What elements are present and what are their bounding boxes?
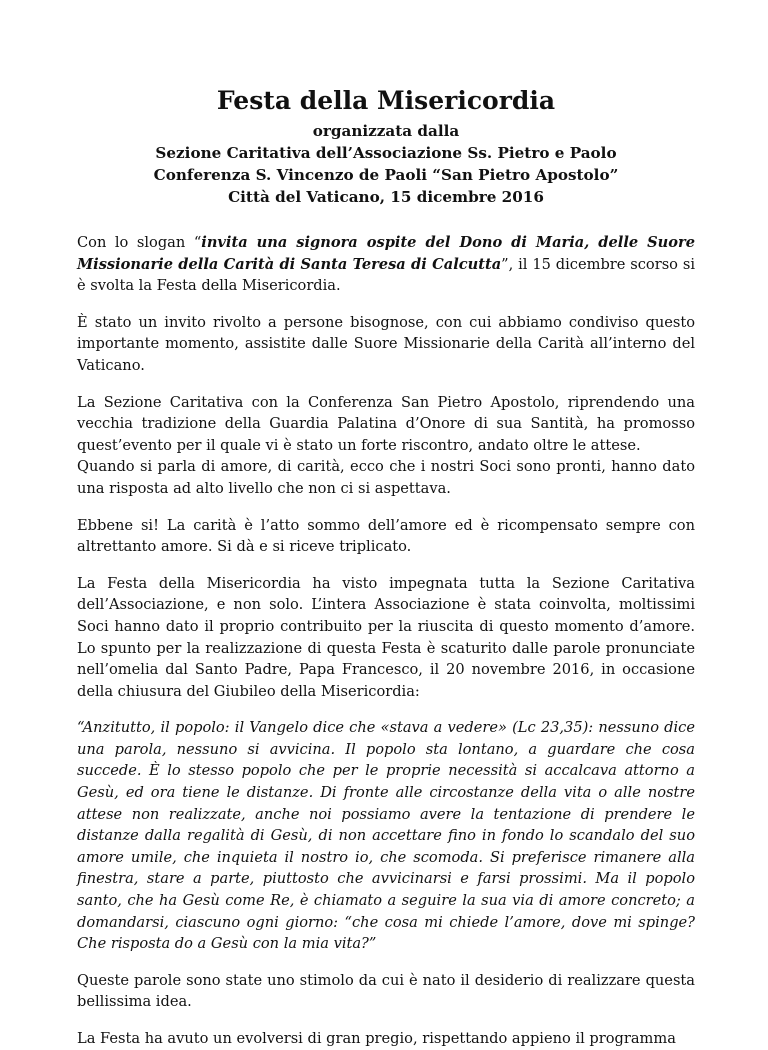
paragraph-tradition: La Sezione Caritativa con la Conferenza San Pietro Apostolo, riprendendo una vecchia tradizione della Guardia Palatina d’Onore di sua Santità, ha promosso quest’evento per il quale vi è stato un forte riscontro, andato oltre le attese. xyxy=(77,393,695,454)
paragraph-slogan xyxy=(77,232,695,297)
document-title: Festa della Misericordia xyxy=(216,86,556,115)
subtitle-section: Sezione Caritativa dell’Associazione Ss. Pietro e Paolo xyxy=(155,144,617,162)
paragraph-charity: Ebbene si! La carità è l’atto sommo dell’amore ed è ricompensato sempre con altrettanto amore. Si dà e si riceve triplicato. xyxy=(77,516,695,556)
slogan-tail: ”, il 15 dicembre scorso si è svolta la Festa della Misericordia. xyxy=(77,255,695,295)
paragraph-homily-quote: “Anzitutto, il popolo: il Vangelo dice che «stava a vedere» (Lc 23,35): nessuno dice una parola, nessuno si avvicina. Il popolo sta lontano, a guardare che cosa succede. È lo stesso popolo che per le proprie necessità si accalcava attorno a Gesù, ed ora tiene le distanze. Di fronte alle circostanze della vita o alle nostre attese non realizzate, anche noi possiamo avere la tentazione di prendere le distanze dalla regalità di Gesù, di non accettare fino in fondo lo scandalo del suo amore umile, che inquieta il nostro io, che scomoda. Si preferisce rimanere alla finestra, stare a parte, piuttosto che avvicinarsi e farsi prossimi. Ma il popolo santo, che ha Gesù come Re, è chiamato a seguire la sua via di amore concreto; a domandarsi, ciascuno ogni giorno: “che cosa mi chiede l’amore, dove mi spinge? Che risposta do a Gesù con la mia vita?” xyxy=(77,719,695,953)
article-body xyxy=(77,232,695,1050)
paragraph-invitation: È stato un invito rivolto a persone bisognose, con cui abbiamo condiviso questo importante momento, assistite dalle Suore Missionarie della Carità all’interno del Vaticano. xyxy=(77,313,695,374)
subtitle-organizer-intro: organizzata dalla xyxy=(312,122,460,140)
slogan-text: invita una signora ospite del Dono di Maria, delle Suore Missionarie della Carità di Santa Teresa di Calcutta xyxy=(77,234,695,273)
paragraph-programme: La Festa ha avuto un evolversi di gran pregio, rispettando appieno il programma xyxy=(77,1030,676,1047)
subtitle-conference: Conferenza S. Vincenzo de Paoli “San Pietro Apostolo” xyxy=(153,166,619,184)
paragraph-stimulus: Queste parole sono state uno stimolo da cui è nato il desiderio di realizzare questa bellissima idea. xyxy=(77,971,695,1011)
slogan-lead: Con lo slogan “ xyxy=(77,234,202,251)
paragraph-festa: La Festa della Misericordia ha visto impegnata tutta la Sezione Caritativa dell’Associazione, e non solo. L’intera Associazione è stata coinvolta, moltissimi Soci hanno dato il proprio contribuito per la riuscita di questo momento d’amore. Lo spunto per la realizzazione di questa Festa è scaturito dalle parole pronunciate nell’omelia dal Santo Padre, Papa Francesco, il 20 novembre 2016, in occasione della chiusura del Giubileo della Misericordia: xyxy=(77,574,695,700)
paragraph-love: Quando si parla di amore, di carità, ecco che i nostri Soci sono pronti, hanno dato una risposta ad alto livello che non ci si aspettava. xyxy=(77,458,695,497)
subtitle-place-date: Città del Vaticano, 15 dicembre 2016 xyxy=(228,188,544,206)
